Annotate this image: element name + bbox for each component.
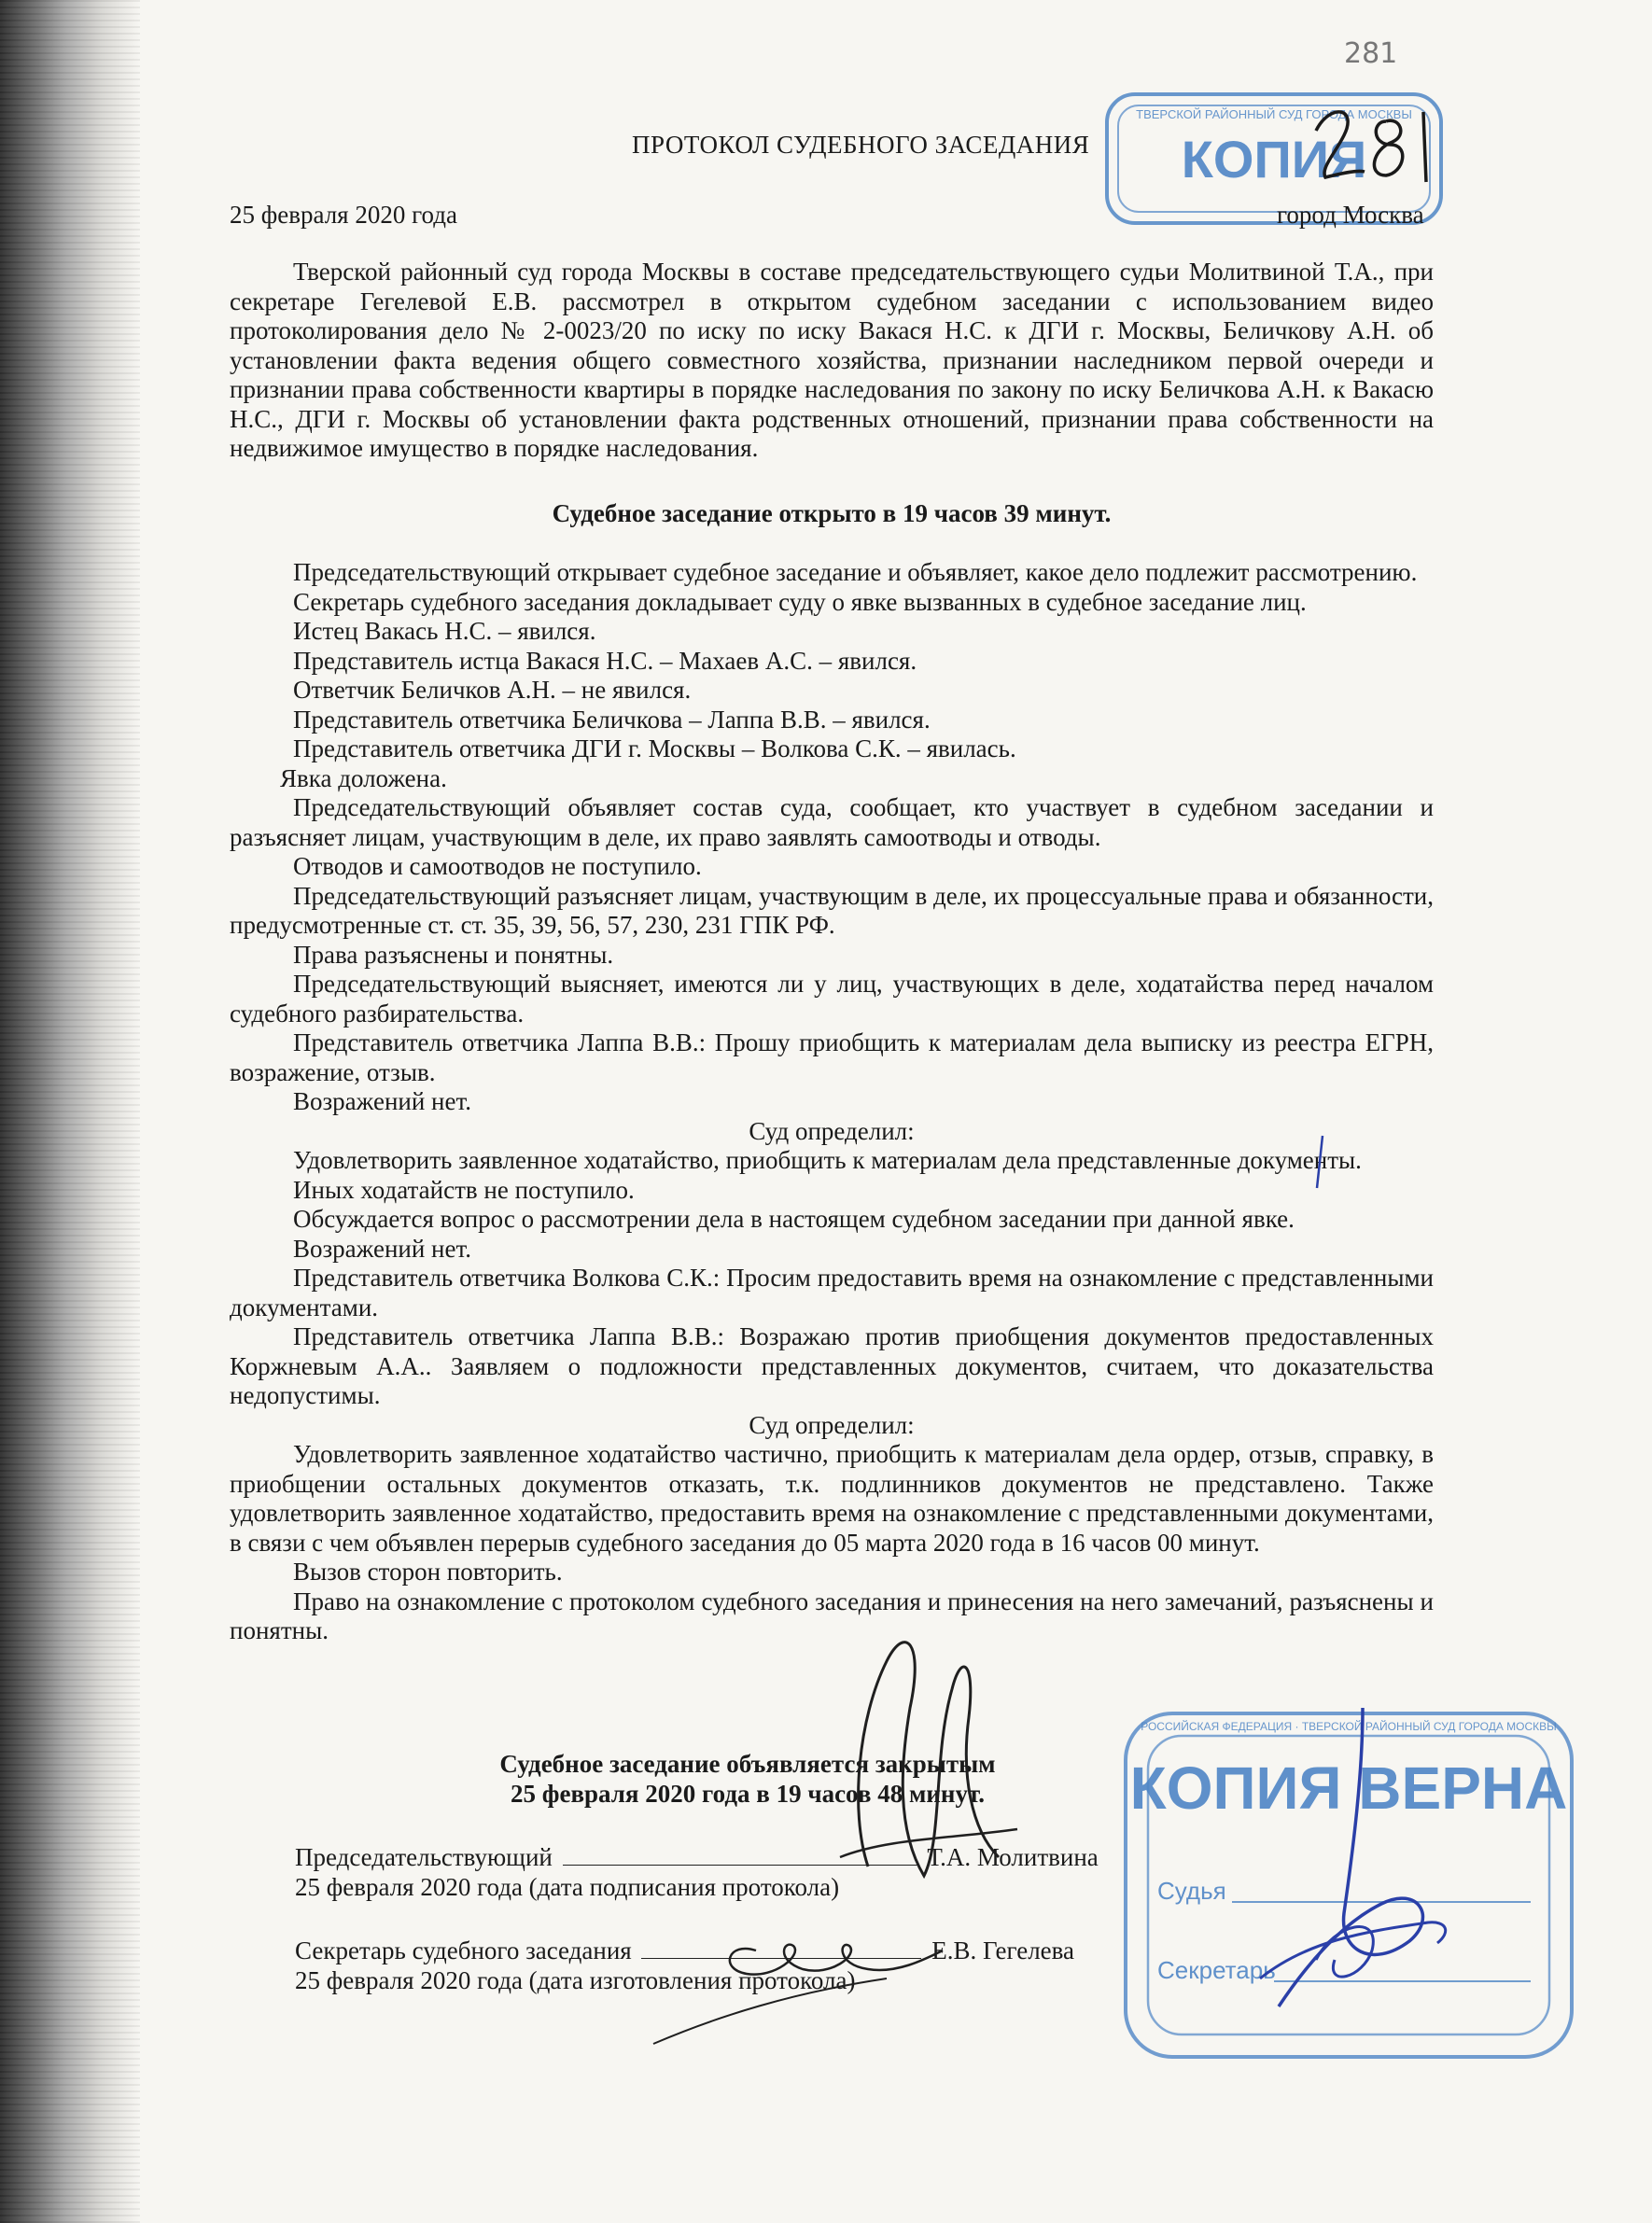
body-paragraph: Право на ознакомление с протоколом судебного заседания и принесения на него замечаний, разъяснены и понятны.: [230, 1587, 1434, 1644]
page-number: 281: [1344, 37, 1398, 70]
secretary-date: 25 февраля 2020 года (дата изготовления протокола): [295, 1966, 856, 1994]
body-paragraph: Председательствующий выясняет, имеются ли у лиц, участвующих в деле, ходатайства перед началом судебного разбирательства.: [230, 970, 1434, 1028]
secretary-name: Е.В. Гегелева: [931, 1936, 1075, 1964]
intro-text: Тверской районный суд города Москвы в составе председательствующего судьи Молитвиной Т.А., при секретаре Гегелевой Е.В. рассмотрел в открытом судебном заседании с использованием видео протоколирования дело № 2-0023/20 по иску по иску Вакася Н.С. к ДГИ г. Москвы, Беличкову А.Н. об установлении факта ведения общего совместного хозяйства, признании наследником первой очереди и признании права собственности квартиры в порядке наследования по закону по иску Беличкова А.Н. к Вакасю Н.С., ДГИ г. Москвы об установлении факта родственных отношений, признании права собственности на недвижимое имущество в порядке наследования.: [230, 258, 1434, 462]
document-title: ПРОТОКОЛ СУДЕБНОГО ЗАСЕДАНИЯ: [632, 131, 1090, 159]
closing-line-2: 25 февраля 2020 года в 19 часов 48 минут.: [511, 1779, 985, 1808]
secretary-label: Секретарь судебного заседания: [295, 1936, 632, 1964]
body-paragraph: Права разъяснены и понятны.: [293, 940, 614, 969]
body-paragraph: Истец Вакась Н.С. – явился.: [293, 617, 596, 645]
document-city: город Москва: [1277, 201, 1424, 229]
closing-line-1: Судебное заседание объявляется закрытым: [499, 1750, 996, 1778]
secretary-signature-row: [295, 1936, 1074, 1965]
stamp-judge-label: Судья: [1157, 1877, 1226, 1905]
body-paragraph: Представитель ответчика Лаппа В.В.: Прошу приобщить к материалам дела выписку из реестра ЕГРН, возражение, отзыв.: [230, 1028, 1434, 1086]
body-paragraph: Отводов и самоотводов не поступило.: [293, 852, 702, 880]
presiding-date: 25 февраля 2020 года (дата подписания протокола): [295, 1873, 840, 1901]
stamp-top-ring-text: ТВЕРСКОЙ РАЙОННЫЙ СУД ГОРОДА МОСКВЫ: [1136, 107, 1412, 121]
court-ruling-heading: Суд определил:: [749, 1116, 915, 1145]
signature-line: [563, 1865, 917, 1866]
body-paragraph: Председательствующий объявляет состав суда, сообщает, кто участвует в судебном заседании и разъясняет лицам, участвующим в деле, их право заявлять самоотводы и отводы.: [230, 793, 1434, 851]
protocol-body: [230, 558, 1434, 1646]
stamp-bottom-ring-text: РОССИЙСКАЯ ФЕДЕРАЦИЯ · ТВЕРСКОЙ РАЙОННЫЙ СУД ГОРОДА МОСКВЫ: [1141, 1720, 1557, 1733]
copy-verified-stamp: [1120, 1708, 1577, 2062]
body-paragraph: Возражений нет.: [293, 1234, 471, 1263]
body-paragraph: Возражений нет.: [293, 1087, 471, 1115]
body-paragraph: Секретарь судебного заседания докладывает суду о явке вызванных в судебное заседание лиц.: [293, 587, 1307, 616]
body-paragraph: Представитель ответчика Лаппа В.В.: Возражаю против приобщения документов предоставленных Коржневым А.А.. Заявляем о подложности представленных документов, считаем, что доказательства недопустимы.: [230, 1322, 1434, 1409]
scan-noise: [0, 0, 140, 2223]
body-paragraph: Вызов сторон повторить.: [293, 1558, 563, 1586]
opened-text: Судебное заседание открыто в 19 часов 39 минут.: [552, 499, 1112, 527]
body-paragraph: Представитель ответчика Волкова С.К.: Просим предоставить время на ознакомление с представленными документами.: [230, 1264, 1434, 1321]
stamp-bottom-main-text: КОПИЯ ВЕРНА: [1129, 1755, 1568, 1822]
body-paragraph: Ответчик Беличков А.Н. – не явился.: [293, 676, 692, 704]
body-paragraph: Удовлетворить заявленное ходатайство частично, приобщить к материалам дела ордер, отзыв, справку, в приобщении остальных документов отказать, т.к. подлинников документов не представлено. Также удовлетворить заявленное ходатайство, предоставить время на ознакомление с представленными документами, в связи с чем объявлен перерыв судебного заседания до 05 марта 2020 года в 16 часов 00 минут.: [230, 1440, 1434, 1557]
intro-paragraph: [230, 258, 1434, 464]
stamp-secretary-label: Секретарь: [1157, 1956, 1276, 1984]
stamp-top-main-text: КОПИЯ: [1181, 130, 1367, 189]
body-paragraph: Представитель истца Вакася Н.С. – Махаев А.С. – явился.: [293, 646, 917, 675]
body-paragraph: Удовлетворить заявленное ходатайство, приобщить к материалам дела представленные документы.: [293, 1146, 1362, 1174]
document-date: 25 февраля 2020 года: [230, 201, 457, 229]
body-paragraph: Иных ходатайств не поступило.: [293, 1175, 635, 1204]
body-paragraph: Председательствующий открывает судебное заседание и объявляет, какое дело подлежит рассмотрению.: [293, 558, 1418, 586]
opened-line: [230, 499, 1434, 529]
body-paragraph: Представитель ответчика Беличкова – Лаппа В.В. – явился.: [293, 705, 931, 734]
presiding-name: Т.А. Молитвина: [927, 1843, 1099, 1871]
signature-line: [641, 1958, 921, 1959]
body-paragraph: Явка доложена.: [280, 763, 447, 792]
court-ruling-heading: Суд определил:: [749, 1410, 915, 1439]
body-paragraph: Представитель ответчика ДГИ г. Москвы – Волкова С.К. – явилась.: [293, 734, 1016, 762]
closing-block: [230, 1750, 1266, 1809]
body-paragraph: Обсуждается вопрос о рассмотрении дела в настоящем судебном заседании при данной явке.: [293, 1205, 1295, 1233]
presiding-label: Председательствующий: [295, 1843, 553, 1871]
presiding-signature-row: [295, 1843, 1099, 1872]
body-paragraph: Председательствующий разъясняет лицам, участвующим в деле, их процессуальные права и обязанности, предусмотренные ст. ст. 35, 39, 56, 57, 230, 231 ГПК РФ.: [230, 881, 1434, 939]
